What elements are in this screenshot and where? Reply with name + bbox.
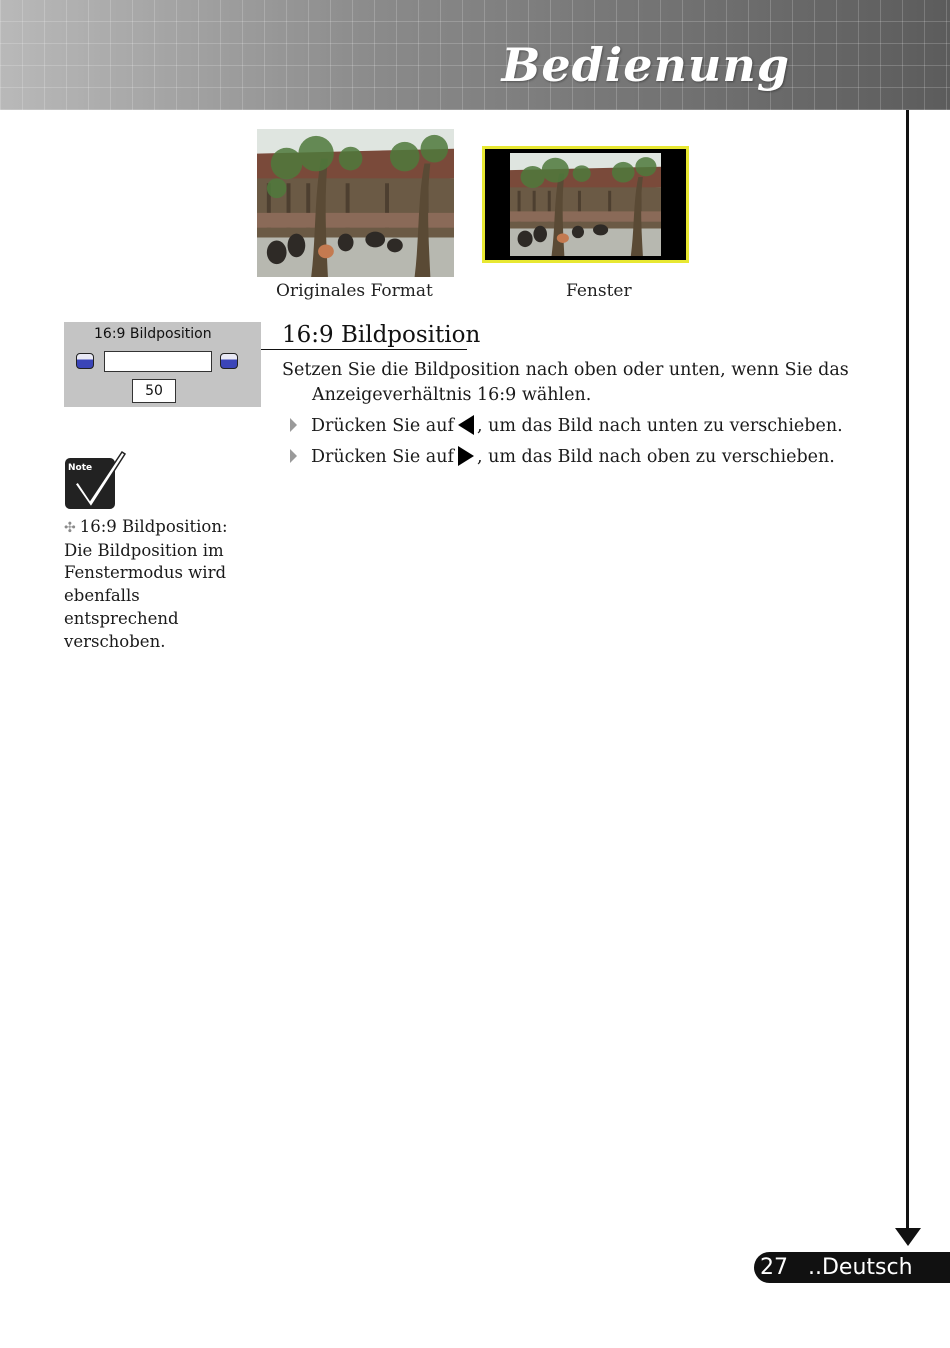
bullet-text-after: , um das Bild nach unten zu verschieben. <box>476 416 843 436</box>
page-number: 27 <box>760 1255 788 1280</box>
note-checkmark-icon <box>64 450 128 512</box>
note-body: 16:9 Bildposition: Die Bildposition im Fenstermodus wird ebenfalls entsprechend verschoben. <box>64 517 228 651</box>
increase-button[interactable] <box>220 353 238 369</box>
bullet-marker-icon <box>290 418 297 432</box>
left-arrow-icon <box>458 415 474 435</box>
header-title: Bedienung <box>501 38 790 92</box>
page-language: ..Deutsch <box>808 1255 913 1280</box>
section-underline <box>261 349 467 350</box>
section-intro: Setzen Sie die Bildposition nach oben oder unten, wenn Sie das Anzeigeverhältnis 16:9 wählen. <box>282 360 849 405</box>
decrease-button[interactable] <box>76 353 94 369</box>
original-format-photo <box>257 129 454 277</box>
position-value-box: 50 <box>132 379 176 403</box>
page-header <box>0 0 950 110</box>
bullet-text-after: , um das Bild nach oben zu verschieben. <box>476 447 835 467</box>
page-footer <box>754 1252 950 1283</box>
window-mode-photo <box>482 146 689 263</box>
widget-title: 16:9 Bildposition <box>94 326 212 342</box>
bullet-move-down <box>290 414 843 439</box>
section-title: 16:9 Bildposition <box>282 322 481 348</box>
down-arrow-icon <box>895 1228 921 1246</box>
side-rule <box>906 110 909 1230</box>
position-slider-track[interactable] <box>104 351 212 372</box>
note-text <box>64 516 254 653</box>
bullet-move-up <box>290 445 835 470</box>
bildposition-osd-widget <box>64 322 261 407</box>
right-arrow-icon <box>458 446 474 466</box>
bullet-text-before: Drücken Sie auf <box>311 416 454 436</box>
window-caption: Fenster <box>566 281 632 301</box>
bullet-text-before: Drücken Sie auf <box>311 447 454 467</box>
note-icon-label: Note <box>68 463 93 473</box>
bullet-marker-icon <box>290 449 297 463</box>
note-bullet-icon: ✣ <box>64 520 76 536</box>
original-format-caption: Originales Format <box>276 281 433 301</box>
